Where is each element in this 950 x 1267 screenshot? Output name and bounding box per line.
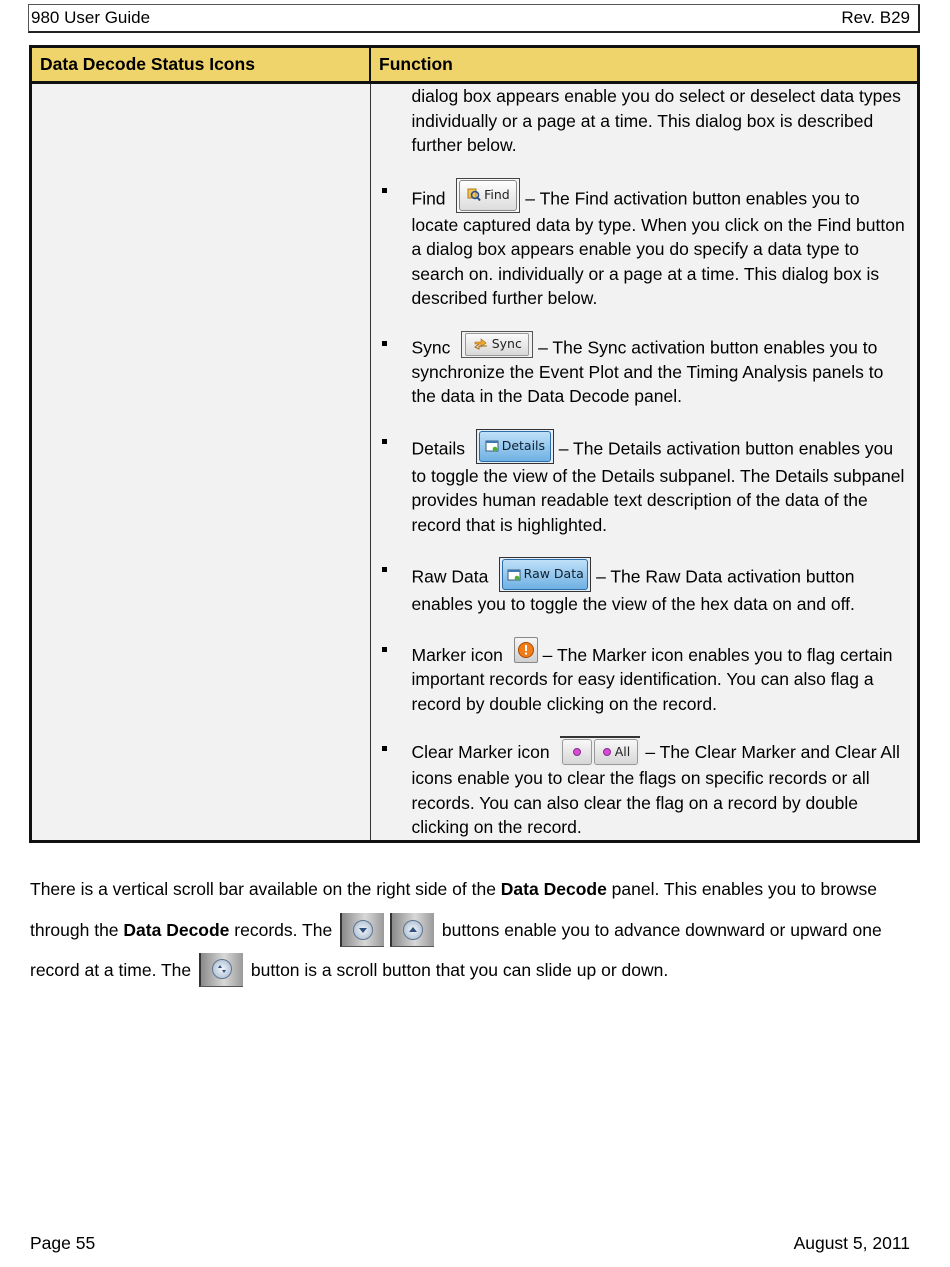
item-label: Raw Data [411,566,489,587]
raw-data-button-icon [499,557,591,592]
raw-data-button-text: Raw Data [523,566,584,582]
scroll-up-icon [390,913,434,947]
paragraph-text: panel. This enables you to browse through the [30,879,877,940]
page-header [28,4,920,33]
item-label: Sync [411,337,451,357]
item-description: – The Sync activation button enables you to synchronize the Event Plot and the Timing Analysis panels to the data in the Data Decode panel. [411,337,884,406]
paragraph-bold: Data Decode [500,879,607,899]
list-item-clear-marker [371,736,908,840]
clear-all-text: All [614,743,631,759]
clear-all-button [594,739,638,765]
status-icons-table [29,45,920,843]
paragraph-text: buttons enable you to advance downward or upward one record at a time. The [30,919,882,980]
marker-icon [514,637,538,663]
marker-dot-icon [603,748,611,756]
item-description: – The Raw Data activation button enables you to toggle the view of the hex data on and off. [411,566,855,614]
item-label: Find [411,188,446,208]
details-button-icon [476,429,554,464]
list-item-raw-data [371,557,908,617]
item-description: – The Details activation button enables you to toggle the view of the Details subpanel. The Details subpanel provides human readable text description of the data of the record that is highlighted. [411,438,905,535]
item-label: Details [411,438,465,458]
list-item-details [371,429,908,538]
item-description: – The Marker icon enables you to flag certain important records for easy identification. You can also flag a record by double clicking on the record. [411,644,893,714]
clear-marker-button [562,739,592,765]
header-title: 980 User Guide [31,8,151,27]
item-label: Marker icon [411,644,503,665]
details-button-text: Details [501,437,546,453]
footer-page: Page 55 [30,1233,96,1253]
footer-date: August 5, 2011 [793,1233,910,1253]
icons-cell [31,83,371,842]
list-item-find [371,178,908,311]
list-item-marker [371,637,908,717]
column-header-function: Function [370,47,919,83]
item-description: – The Find activation button enables you to locate captured data by type. When you click on the Find button a dialog box appears enable you do specify a data type to search on. individually or a page at a time. This dialog box is described further below. [411,188,905,308]
continuation-text: dialog box appears enable you do select or deselect data types individually or a page at a time. This dialog box is described further below. [411,86,901,155]
find-button-icon [456,178,520,213]
sync-button-icon [461,331,533,358]
scrollbar-paragraph [30,869,920,991]
paragraph-text: button is a scroll button that you can slide up or down. [246,960,669,980]
list-item-sync [371,331,908,409]
sync-button-text: Sync [491,335,522,351]
window-icon [507,569,521,581]
paragraph-bold: Data Decode [123,919,230,940]
function-cell [370,83,919,842]
paragraph-text: There is a vertical scroll bar available on the right side of the [30,879,501,899]
column-header-icons: Data Decode Status Icons [31,47,371,83]
sync-arrows-icon [473,337,489,351]
scroll-thumb-icon [199,953,243,987]
marker-circle-icon [517,641,535,659]
clear-marker-icon [560,736,640,766]
marker-dot-icon [573,748,581,756]
item-description: – The Clear Marker and Clear All icons enable you to clear the flags on specific records or all records. You can also clear the flag on a record by double clicking on the record. [411,742,900,837]
paragraph-text: records. The [229,919,338,940]
window-icon [485,440,499,452]
find-button-text: Find [484,186,510,202]
scroll-down-icon [340,913,384,947]
header-revision: Rev. B29 [841,8,910,27]
item-label: Clear Marker icon [411,742,550,762]
magnifier-icon [467,188,481,202]
